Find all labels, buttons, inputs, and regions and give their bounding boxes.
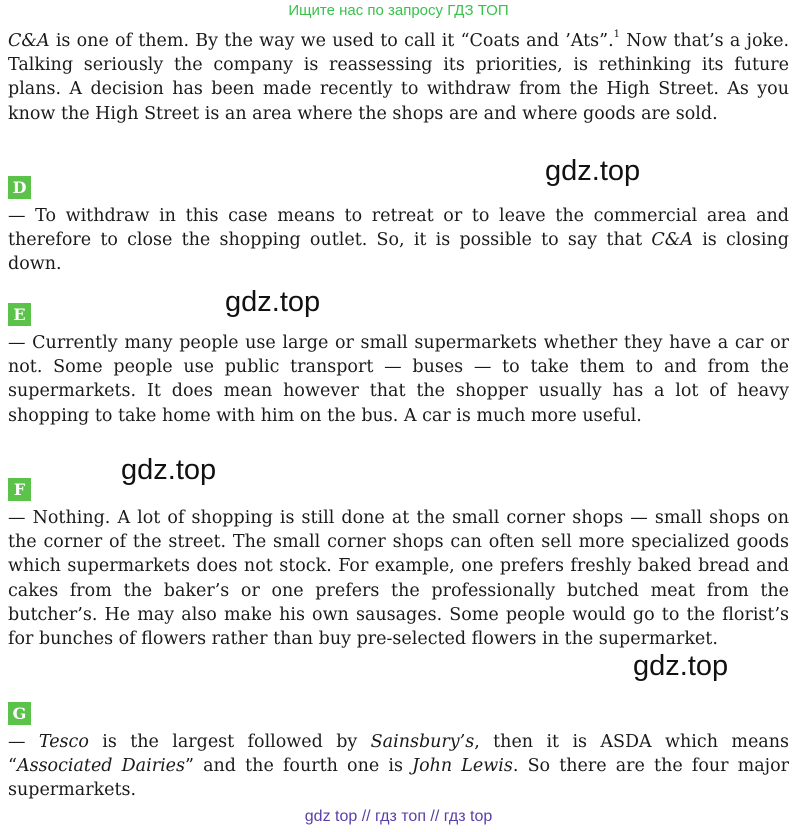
watermark: gdz.top xyxy=(121,454,217,486)
section-badge-f: F xyxy=(8,478,31,501)
section-badge-g: G xyxy=(8,702,31,725)
top-banner: Ищите нас по запросу ГДЗ ТОП xyxy=(288,2,509,19)
brand-name: C&A xyxy=(651,230,693,251)
section-g-text: , then it is ASDA which means “ xyxy=(8,732,789,777)
watermark: gdz.top xyxy=(225,286,321,318)
watermark: gdz.top xyxy=(545,155,641,187)
brand-name: C&A xyxy=(8,31,50,51)
section-e-paragraph: — Currently many people use large or small supermarkets whether they have a car or not. Some people use public transport — buses — to take them to and from the supermarkets. It does mean however that the shopper usually has a lot of heavy shopping to take home with him on the bus. A car is much more useful. xyxy=(8,333,789,426)
section-d-text-b: is closing down. xyxy=(8,230,789,275)
supermarket-name: Associated Dairies xyxy=(16,756,186,777)
section-badge-e: E xyxy=(8,303,31,326)
section-g-text: ” and the fourth one is xyxy=(185,756,413,777)
section-g-text: . So there are the four major supermarkets. xyxy=(8,756,789,801)
intro-text-a: is one of them. By the way we used to call it “Coats and ’Ats”. xyxy=(49,31,614,51)
dash: — xyxy=(8,732,39,752)
intro-text-b: Now that’s a joke. Talking seriously the company is reassessing its priorities, is rethinking its future plans. A decision has been made recently to withdraw from the High Street. As you know the High Street is an area where the shops are and where goods are sold. xyxy=(8,31,790,124)
section-d-text-a: — To withdraw in this case means to retreat or to leave the commercial area and therefore to close the shopping outlet. So, it is possible to say that xyxy=(8,206,789,251)
supermarket-name: Tesco xyxy=(38,732,89,752)
section-d-paragraph xyxy=(8,204,789,277)
supermarket-name: Sainsbury’s xyxy=(370,732,475,752)
section-g-text: is the largest followed by xyxy=(88,732,371,752)
section-badge-d: D xyxy=(8,176,31,199)
section-g-paragraph xyxy=(8,730,789,803)
footnote-marker: 1 xyxy=(613,29,621,40)
section-f-paragraph: — Nothing. A lot of shopping is still done at the small corner shops — small shops on the corner of the street. The small corner shops can often sell more specialized goods which supermarkets does not stock. For example, one prefers freshly baked bread and cakes from the baker’s or one prefers the professionally butched meat from the butcher’s. He may also make his own sausages. Some people would go to the florist’s for bunches of flowers rather than buy pre-selected flowers in the supermarket. xyxy=(8,508,789,650)
supermarket-name: John Lewis xyxy=(412,756,513,777)
intro-paragraph xyxy=(8,29,789,126)
watermark: gdz.top xyxy=(633,650,729,682)
footer-links[interactable]: gdz top // гдз топ // гдз top xyxy=(304,808,493,825)
